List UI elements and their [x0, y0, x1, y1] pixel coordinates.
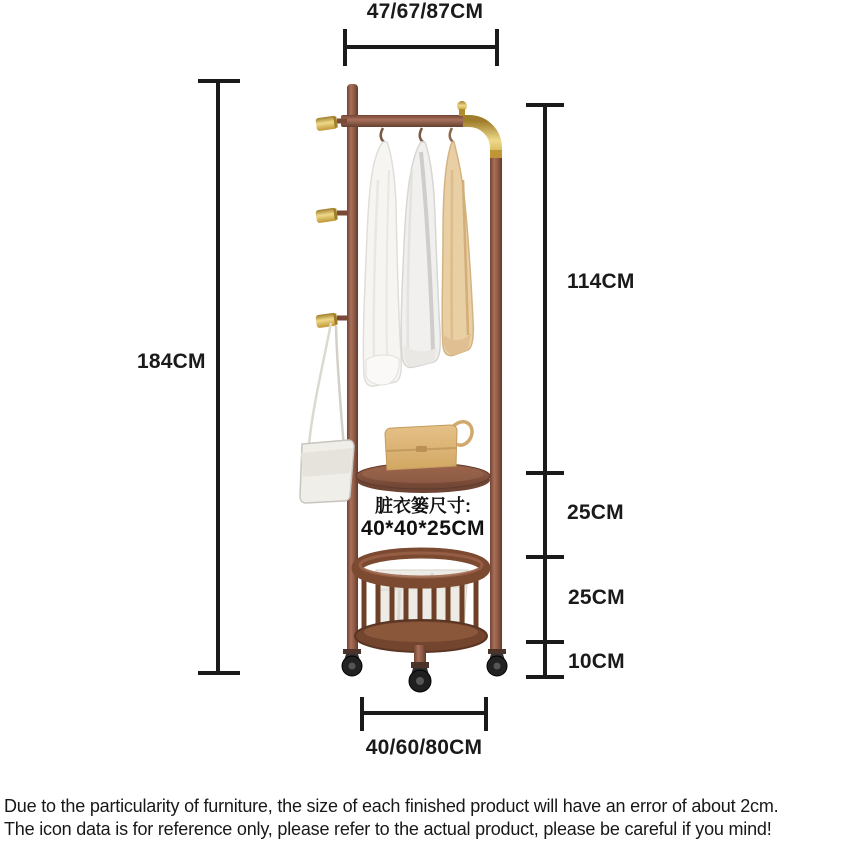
bottom-width-dimension-line — [362, 697, 486, 731]
caster-wheel-right — [487, 649, 507, 676]
right-segment-label-114: 114CM — [567, 270, 635, 293]
bottom-width-label: 40/60/80CM — [365, 736, 483, 759]
left-height-dimension-line — [198, 81, 240, 673]
basket-size-note-value: 40*40*25CM — [360, 517, 486, 540]
disclaimer-text — [4, 795, 853, 840]
right-segment-label-25b: 25CM — [568, 586, 625, 609]
shelf-handbag — [385, 422, 472, 470]
disclaimer-line-2: The icon data is for reference only, please refer to the actual product, please be careful if you mind! — [4, 818, 772, 839]
top-width-label: 47/67/87CM — [366, 0, 484, 23]
white-garment-1 — [363, 142, 401, 386]
right-segment-label-10: 10CM — [568, 650, 625, 673]
coat-hook-middle — [315, 207, 347, 223]
disclaimer-line-1: Due to the particularity of furniture, the size of each finished product will have an error of about 2cm. — [4, 796, 779, 816]
basket-size-note-title: 脏衣篓尺寸: — [375, 496, 471, 516]
height-label: 184CM — [137, 350, 206, 373]
top-width-dimension-line — [345, 29, 497, 66]
hanging-clothes — [363, 128, 473, 386]
crossbody-bag — [300, 323, 354, 503]
caster-wheel-left — [342, 649, 362, 676]
laundry-basket — [355, 553, 487, 652]
right-segments-dimension-line — [526, 105, 564, 677]
basket-size-note — [338, 495, 508, 541]
right-segment-label-25a: 25CM — [567, 501, 624, 524]
